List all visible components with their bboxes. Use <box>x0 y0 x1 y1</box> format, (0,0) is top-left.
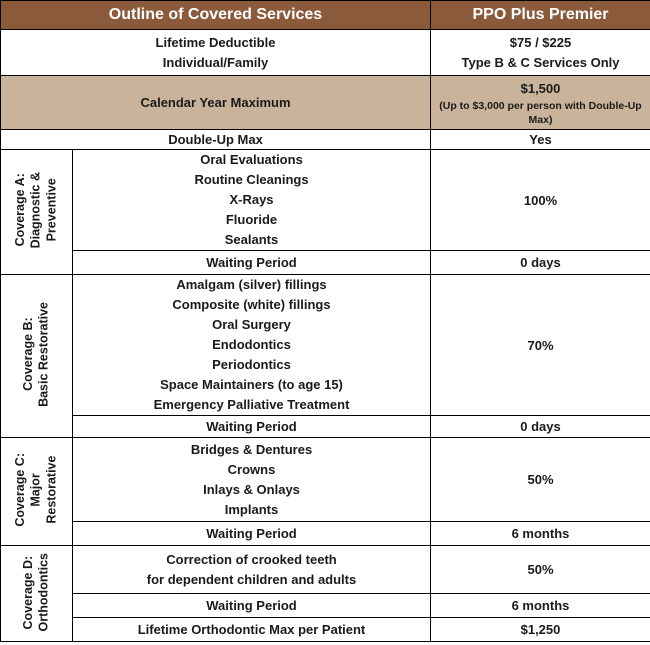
deductible-label: Lifetime Deductible Individual/Family <box>1 30 431 76</box>
coverage-d-waiting-label: Waiting Period <box>73 594 431 618</box>
coverage-d-percent: 50% <box>431 546 650 594</box>
calendar-max-row <box>1 76 650 130</box>
coverage-c-title: Coverage C: Major Restorative <box>1 438 73 546</box>
deductible-value: $75 / $225 Type B & C Services Only <box>431 30 650 76</box>
coverage-a-services: Oral Evaluations Routine Cleanings X-Rays Fluoride Sealants <box>73 150 431 251</box>
coverage-d-max-row <box>1 618 650 642</box>
coverage-b-waiting-value: 0 days <box>431 416 650 438</box>
coverage-b-services-row <box>1 275 650 416</box>
coverage-d-title: Coverage D: Orthodontics <box>1 546 73 642</box>
coverage-c-percent: 50% <box>431 438 650 522</box>
double-up-label: Double-Up Max <box>1 130 431 150</box>
coverage-c-waiting-row <box>1 522 650 546</box>
coverage-b-services: Amalgam (silver) fillings Composite (white) fillings Oral Surgery Endodontics Periodontics Space Maintainers (to age 15) Emergency Palliative Treatment <box>73 275 431 416</box>
coverage-c-services: Bridges & Dentures Crowns Inlays & Onlays Implants <box>73 438 431 522</box>
coverage-a-waiting-row <box>1 251 650 275</box>
deductible-row <box>1 30 650 76</box>
coverage-c-services-row <box>1 438 650 522</box>
coverage-a-waiting-label: Waiting Period <box>73 251 431 275</box>
coverage-a-title: Coverage A: Diagnostic & Preventive <box>1 150 73 275</box>
coverage-b-title: Coverage B: Basic Restorative <box>1 275 73 438</box>
coverage-b-waiting-label: Waiting Period <box>73 416 431 438</box>
coverage-c-waiting-label: Waiting Period <box>73 522 431 546</box>
coverage-d-services: Correction of crooked teeth for dependent children and adults <box>73 546 431 594</box>
header-row <box>1 1 650 30</box>
coverage-d-waiting-row <box>1 594 650 618</box>
calendar-max-value: $1,500 (Up to $3,000 per person with Double-Up Max) <box>431 76 650 130</box>
calendar-max-label: Calendar Year Maximum <box>1 76 431 130</box>
coverage-c-waiting-value: 6 months <box>431 522 650 546</box>
header-plan: PPO Plus Premier <box>431 1 650 30</box>
header-services: Outline of Covered Services <box>1 1 431 30</box>
coverage-d-waiting-value: 6 months <box>431 594 650 618</box>
ortho-max-label: Lifetime Orthodontic Max per Patient <box>73 618 431 642</box>
coverage-a-waiting-value: 0 days <box>431 251 650 275</box>
double-up-row <box>1 130 650 150</box>
coverage-a-services-row <box>1 150 650 251</box>
double-up-value: Yes <box>431 130 650 150</box>
coverage-b-waiting-row <box>1 416 650 438</box>
coverage-a-percent: 100% <box>431 150 650 251</box>
coverage-d-services-row <box>1 546 650 594</box>
coverage-b-percent: 70% <box>431 275 650 416</box>
ortho-max-value: $1,250 <box>431 618 650 642</box>
